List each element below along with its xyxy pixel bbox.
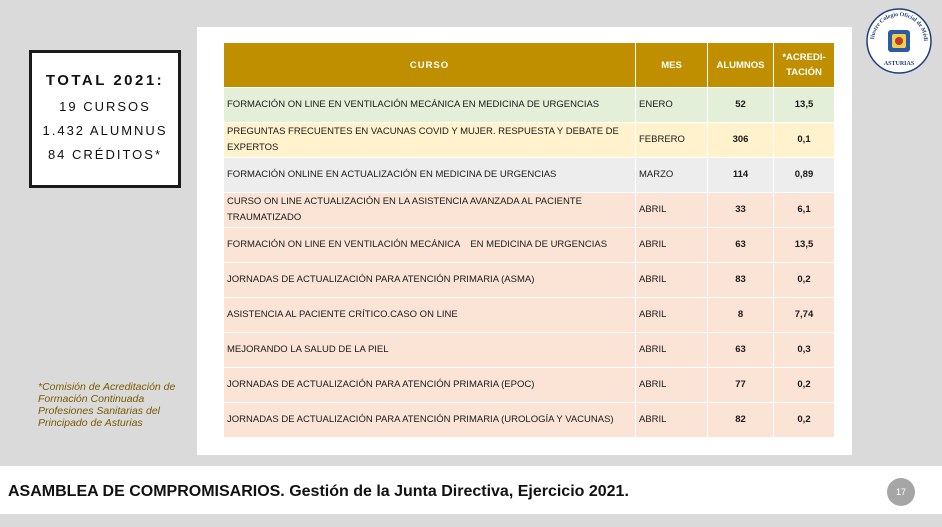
cell-alumnos: 77 <box>708 368 774 403</box>
table-row <box>224 263 835 298</box>
cell-alumnos: 63 <box>708 333 774 368</box>
table-row <box>224 368 835 403</box>
table-row <box>224 193 835 228</box>
header-alumnos: ALUMNOS <box>708 43 774 88</box>
courses-table <box>223 42 835 438</box>
cell-mes: ABRIL <box>636 333 708 368</box>
table-row <box>224 123 835 158</box>
cell-mes: ABRIL <box>636 298 708 333</box>
table-row <box>224 158 835 193</box>
cell-mes: ABRIL <box>636 228 708 263</box>
cell-mes: FEBRERO <box>636 123 708 158</box>
cell-acreditacion: 0,2 <box>774 403 835 438</box>
cell-curso: CURSO ON LINE ACTUALIZACIÓN EN LA ASISTENCIA AVANZADA AL PACIENTE TRAUMATIZADO <box>224 193 636 228</box>
cell-curso: JORNADAS DE ACTUALIZACIÓN PARA ATENCIÓN PRIMARIA (UROLOGÍA Y VACUNAS) <box>224 403 636 438</box>
page-number-badge: 17 <box>887 478 915 506</box>
header-acreditacion <box>774 43 835 88</box>
cell-mes: ABRIL <box>636 193 708 228</box>
table-row <box>224 228 835 263</box>
header-curso: CURSO <box>224 43 636 88</box>
cell-alumnos: 82 <box>708 403 774 438</box>
cell-mes: MARZO <box>636 158 708 193</box>
logo-ring-text: Ilustre Colegio Oficial de Médi <box>870 11 929 42</box>
cell-mes: ABRIL <box>636 403 708 438</box>
logo-bottom-text: ASTURIAS <box>883 61 915 67</box>
cell-curso: PREGUNTAS FRECUENTES EN VACUNAS COVID Y MUJER. RESPUESTA Y DEBATE DE EXPERTOS <box>224 123 636 158</box>
accreditation-footnote: *Comisión de Acreditación de Formación Continuada Profesiones Sanitarias del Principado de Asturias <box>38 381 176 429</box>
cell-mes: ABRIL <box>636 263 708 298</box>
summary-courses: 19 CURSOS <box>59 98 151 114</box>
college-logo-icon <box>866 8 932 74</box>
cell-curso: MEJORANDO LA SALUD DE LA PIEL <box>224 333 636 368</box>
table-row <box>224 88 835 123</box>
cell-curso: FORMACIÓN ON LINE EN VENTILACIÓN MECÁNICA EN MEDICINA DE URGENCIAS <box>224 228 636 263</box>
cell-curso: FORMACIÓN ON LINE EN VENTILACIÓN MECÁNICA EN MEDICINA DE URGENCIAS <box>224 88 636 123</box>
cell-acreditacion: 6,1 <box>774 193 835 228</box>
cell-alumnos: 8 <box>708 298 774 333</box>
footer-title: ASAMBLEA DE COMPROMISARIOS. Gestión de la Junta Directiva, Ejercicio 2021. <box>8 483 629 500</box>
cell-curso: JORNADAS DE ACTUALIZACIÓN PARA ATENCIÓN PRIMARIA (EPOC) <box>224 368 636 403</box>
cell-acreditacion: 0,2 <box>774 263 835 298</box>
header-acreditacion-line1: *ACREDI- <box>782 52 826 63</box>
cell-acreditacion: 0,1 <box>774 123 835 158</box>
cell-acreditacion: 13,5 <box>774 88 835 123</box>
summary-box <box>29 50 181 188</box>
summary-title: TOTAL 2021: <box>45 71 165 89</box>
header-acreditacion-line2: TACIÓN <box>786 67 822 78</box>
cell-alumnos: 114 <box>708 158 774 193</box>
cell-acreditacion: 0,89 <box>774 158 835 193</box>
table-row <box>224 298 835 333</box>
cell-curso: ASISTENCIA AL PACIENTE CRÍTICO.CASO ON LINE <box>224 298 636 333</box>
table-header-row <box>224 43 835 88</box>
cell-acreditacion: 0,3 <box>774 333 835 368</box>
cell-alumnos: 63 <box>708 228 774 263</box>
cell-alumnos: 306 <box>708 123 774 158</box>
table-row <box>224 333 835 368</box>
summary-credits: 84 CRÉDITOS* <box>47 146 163 162</box>
cell-acreditacion: 0,2 <box>774 368 835 403</box>
cell-mes: ABRIL <box>636 368 708 403</box>
cell-mes: ENERO <box>636 88 708 123</box>
table-row <box>224 403 835 438</box>
cell-alumnos: 33 <box>708 193 774 228</box>
cell-alumnos: 52 <box>708 88 774 123</box>
cell-acreditacion: 13,5 <box>774 228 835 263</box>
header-mes: MES <box>636 43 708 88</box>
cell-curso: JORNADAS DE ACTUALIZACIÓN PARA ATENCIÓN PRIMARIA (ASMA) <box>224 263 636 298</box>
cell-acreditacion: 7,74 <box>774 298 835 333</box>
cell-curso: FORMACIÓN ONLINE EN ACTUALIZACIÓN EN MEDICINA DE URGENCIAS <box>224 158 636 193</box>
summary-students: 1.432 ALUMNUS <box>42 122 168 138</box>
cell-alumnos: 83 <box>708 263 774 298</box>
